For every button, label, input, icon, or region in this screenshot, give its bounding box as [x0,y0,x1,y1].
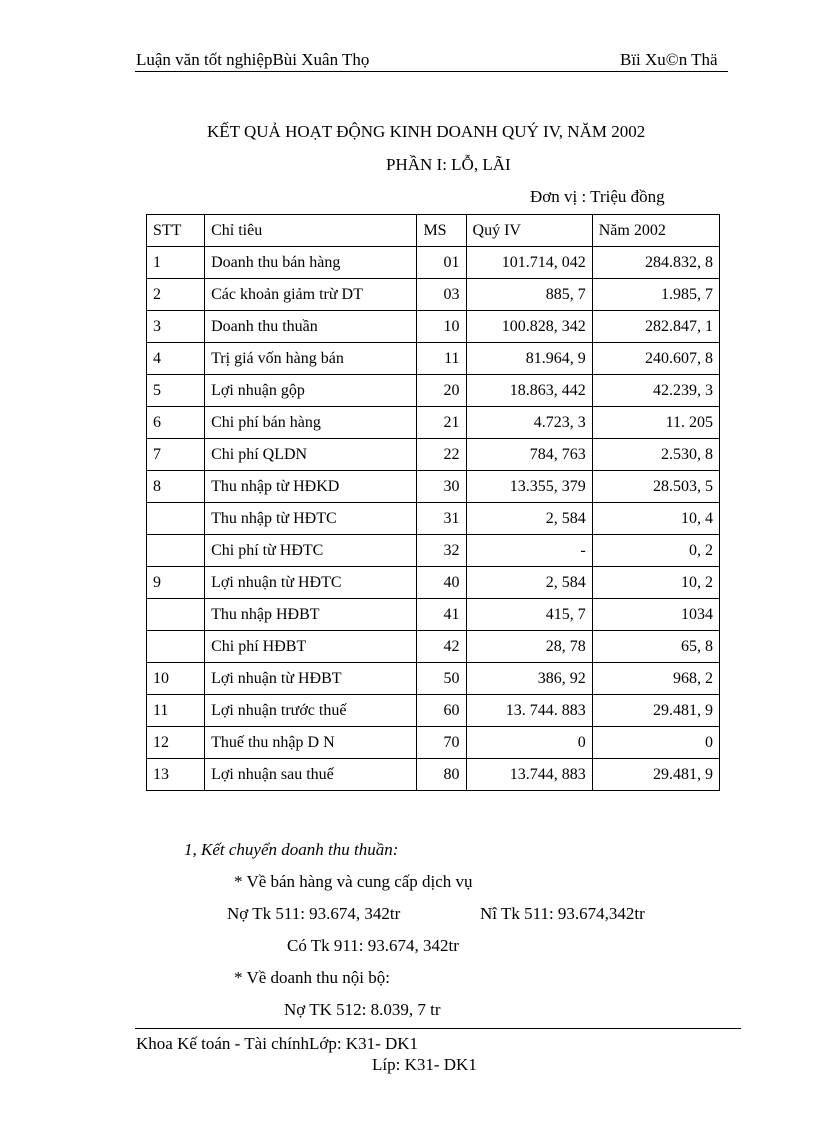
table-row [147,471,720,503]
cell-indicator: Lợi nhuận trước thuế [205,695,417,727]
cell-year-2002: 0, 2 [592,535,719,567]
cell-year-2002: 1.985, 7 [592,279,719,311]
cell-code: 20 [417,375,466,407]
cell-code: 22 [417,439,466,471]
cell-indicator: Thu nhập từ HĐKD [205,471,417,503]
cell-year-2002: 240.607, 8 [592,343,719,375]
cell-quarter-iv: 13.355, 379 [466,471,592,503]
header-right: Bïi Xu©n Thä [620,50,718,69]
cell-code: 50 [417,663,466,695]
cell-code: 31 [417,503,466,535]
cell-quarter-iv: 4.723, 3 [466,407,592,439]
cell-quarter-iv: - [466,535,592,567]
cell-year-2002: 284.832, 8 [592,247,719,279]
cell-stt [147,631,205,663]
table-row [147,631,720,663]
cell-year-2002: 65, 8 [592,631,719,663]
table-row [147,695,720,727]
cell-quarter-iv: 18.863, 442 [466,375,592,407]
cell-stt: 9 [147,567,205,599]
cell-stt [147,503,205,535]
col-header-q: Quý IV [466,215,592,247]
col-header-y: Năm 2002 [592,215,719,247]
cell-stt [147,599,205,631]
cell-stt: 8 [147,471,205,503]
cell-indicator: Chi phí QLDN [205,439,417,471]
cell-year-2002: 0 [592,727,719,759]
cell-code: 03 [417,279,466,311]
table-row [147,247,720,279]
cell-code: 11 [417,343,466,375]
cell-year-2002: 28.503, 5 [592,471,719,503]
cell-quarter-iv: 415, 7 [466,599,592,631]
cell-indicator: Lợi nhuận từ HĐTC [205,567,417,599]
cell-quarter-iv: 28, 78 [466,631,592,663]
cell-indicator: Chi phí HĐBT [205,631,417,663]
cell-indicator: Lợi nhuận sau thuế [205,759,417,791]
cell-quarter-iv: 81.964, 9 [466,343,592,375]
cell-code: 42 [417,631,466,663]
cell-year-2002: 968, 2 [592,663,719,695]
table-header-row [147,215,720,247]
header-rule [135,71,728,72]
footer-rule [135,1028,741,1029]
table-row [147,535,720,567]
cell-quarter-iv: 0 [466,727,592,759]
cell-quarter-iv: 101.714, 042 [466,247,592,279]
col-header-name: Chỉ tiêu [205,215,417,247]
report-subtitle: PHẦN I: LỖ, LÃI [386,155,511,174]
cell-stt: 10 [147,663,205,695]
table-row [147,599,720,631]
cell-stt: 2 [147,279,205,311]
cell-stt: 12 [147,727,205,759]
cell-indicator: Thu nhập từ HĐTC [205,503,417,535]
internal-revenue-heading: * Về doanh thu nội bộ: [234,968,390,987]
cell-stt: 4 [147,343,205,375]
cell-quarter-iv: 2, 584 [466,503,592,535]
cell-indicator: Doanh thu bán hàng [205,247,417,279]
cell-year-2002: 2.530, 8 [592,439,719,471]
footer-class: Líp: K31- DK1 [372,1055,477,1074]
cell-stt [147,535,205,567]
cell-code: 30 [417,471,466,503]
cell-indicator: Chi phí từ HĐTC [205,535,417,567]
cell-indicator: Lợi nhuận từ HĐBT [205,663,417,695]
cell-quarter-iv: 13. 744. 883 [466,695,592,727]
cell-year-2002: 10, 2 [592,567,719,599]
header-left: Luận văn tốt nghiệpBùi Xuân Thọ [136,50,370,69]
cell-quarter-iv: 885, 7 [466,279,592,311]
cell-code: 01 [417,247,466,279]
cell-stt: 3 [147,311,205,343]
cell-year-2002: 42.239, 3 [592,375,719,407]
cell-quarter-iv: 100.828, 342 [466,311,592,343]
credit-911: Có Tk 911: 93.674, 342tr [287,936,459,955]
cell-indicator: Thu nhập HĐBT [205,599,417,631]
cell-year-2002: 1034 [592,599,719,631]
income-statement-table [146,214,720,791]
report-title: KẾT QUẢ HOẠT ĐỘNG KINH DOANH QUÝ IV, NĂM 2002 [207,122,646,141]
cell-indicator: Trị giá vốn hàng bán [205,343,417,375]
cell-code: 60 [417,695,466,727]
table-row [147,343,720,375]
cell-indicator: Chi phí bán hàng [205,407,417,439]
sales-heading: * Về bán hàng và cung cấp dịch vụ [234,872,473,891]
cell-year-2002: 10, 4 [592,503,719,535]
cell-code: 10 [417,311,466,343]
cell-stt: 6 [147,407,205,439]
table-row [147,375,720,407]
col-header-ms: MS [417,215,466,247]
cell-year-2002: 11. 205 [592,407,719,439]
cell-indicator: Các khoản giảm trừ DT [205,279,417,311]
cell-quarter-iv: 784, 763 [466,439,592,471]
cell-indicator: Doanh thu thuần [205,311,417,343]
table-row [147,311,720,343]
cell-quarter-iv: 13.744, 883 [466,759,592,791]
table-row [147,567,720,599]
cell-code: 41 [417,599,466,631]
cell-code: 80 [417,759,466,791]
col-header-stt: STT [147,215,205,247]
debit-511-dup: Nî Tk 511: 93.674,342tr [480,904,645,923]
cell-year-2002: 282.847, 1 [592,311,719,343]
table-row [147,503,720,535]
cell-stt: 7 [147,439,205,471]
cell-code: 40 [417,567,466,599]
cell-code: 32 [417,535,466,567]
cell-stt: 11 [147,695,205,727]
table-row [147,759,720,791]
cell-stt: 13 [147,759,205,791]
table-row [147,407,720,439]
debit-511: Nợ Tk 511: 93.674, 342tr [227,904,401,923]
section-heading: 1, Kết chuyển doanh thu thuần: [184,840,399,859]
cell-indicator: Lợi nhuận gộp [205,375,417,407]
debit-512: Nợ TK 512: 8.039, 7 tr [284,1000,441,1019]
cell-year-2002: 29.481, 9 [592,759,719,791]
footer-left: Khoa Kế toán - Tài chínhLớp: K31- DK1 [136,1034,419,1053]
table-row [147,439,720,471]
cell-code: 21 [417,407,466,439]
cell-stt: 5 [147,375,205,407]
cell-indicator: Thuế thu nhập D N [205,727,417,759]
table-row [147,279,720,311]
cell-quarter-iv: 2, 584 [466,567,592,599]
cell-quarter-iv: 386, 92 [466,663,592,695]
table-row [147,727,720,759]
cell-code: 70 [417,727,466,759]
unit-label: Đơn vị : Triệu đồng [530,187,665,206]
cell-stt: 1 [147,247,205,279]
cell-year-2002: 29.481, 9 [592,695,719,727]
table-row [147,663,720,695]
